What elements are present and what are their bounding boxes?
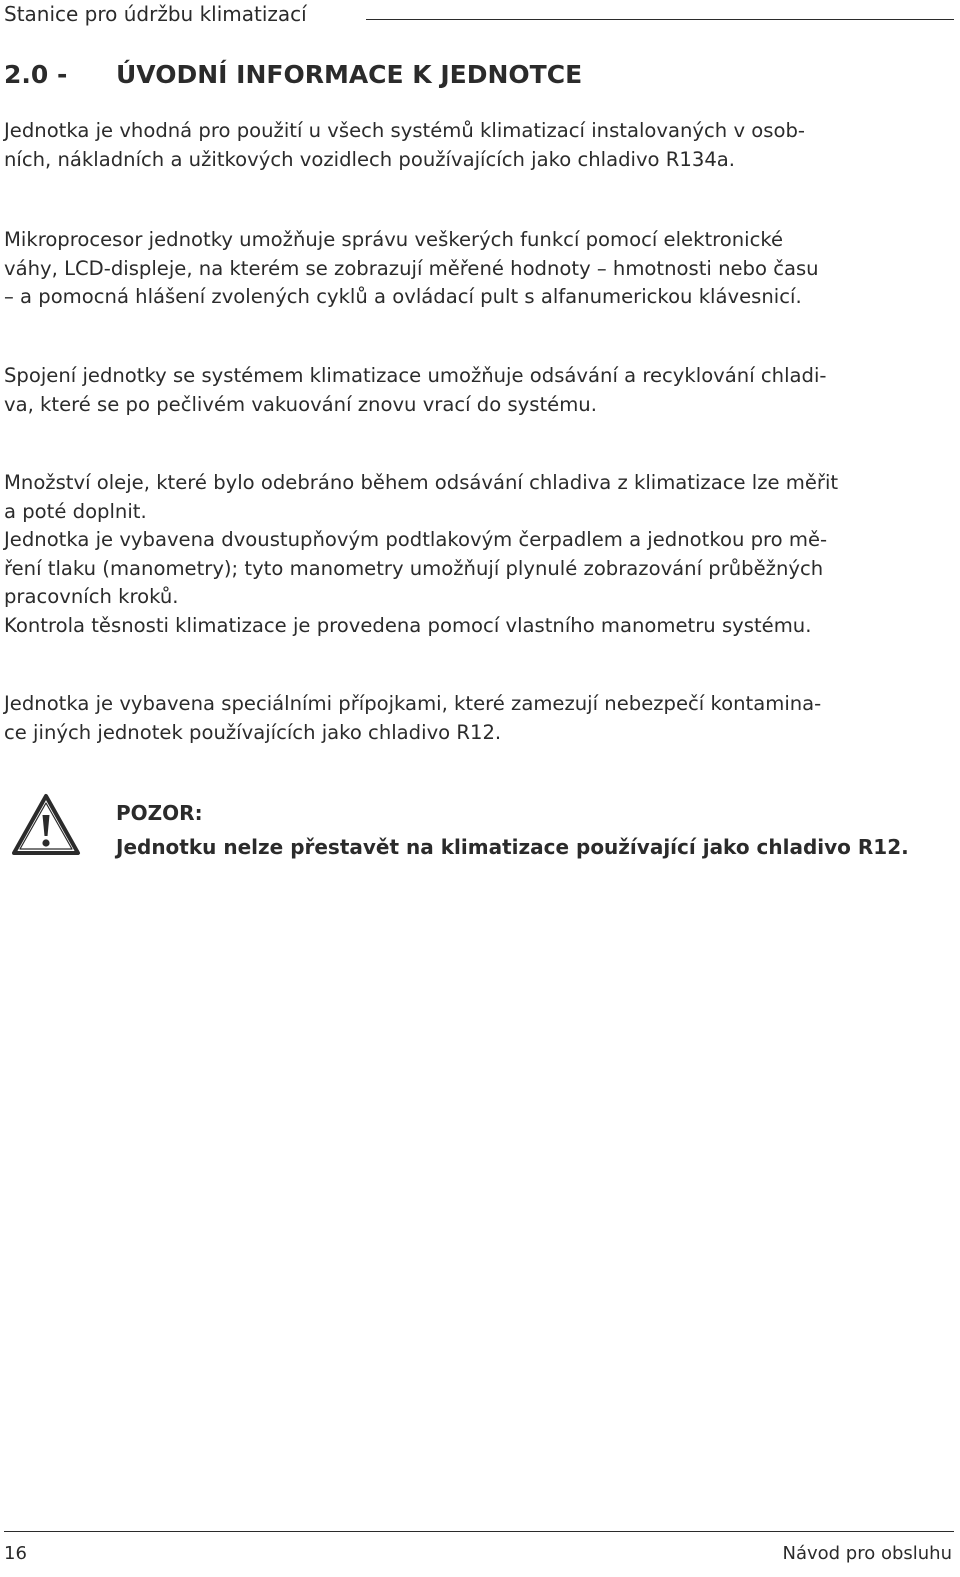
text-line: ření tlaku (manometry); tyto manometry umožňují plynulé zobrazování průběžných (4, 556, 824, 580)
footer-divider (4, 1531, 954, 1532)
text-line: váhy, LCD-displeje, na kterém se zobrazují měřené hodnoty – hmotnosti nebo času (4, 256, 819, 280)
warning-triangle-icon (11, 793, 81, 857)
header-divider (366, 19, 954, 20)
section-heading (4, 60, 582, 90)
text-line: a poté doplnit. (4, 499, 147, 523)
paragraph-connectors (4, 690, 954, 747)
warning-text: Jednotku nelze přestavět na klimatizace používající jako chladivo R12. (116, 835, 909, 859)
text-line: ních, nákladních a užitkových vozidlech používajících jako chladivo R134a. (4, 147, 736, 171)
document-name: Návod pro obsluhu (782, 1543, 952, 1564)
text-line: Kontrola těsnosti klimatizace je provedena pomocí vlastního manometru systému. (4, 613, 812, 637)
text-line: ce jiných jednotek používajících jako chladivo R12. (4, 720, 502, 744)
warning-title: POZOR: (116, 801, 203, 825)
paragraph-microprocessor (4, 226, 954, 312)
text-line: Jednotka je vhodná pro použití u všech systémů klimatizací instalovaných v osob- (4, 119, 805, 142)
text-line: Jednotka je vybavena dvoustupňovým podtlakovým čerpadlem a jednotkou pro mě- (4, 528, 828, 552)
text-line: Mikroprocesor jednotky umožňuje správu veškerých funkcí pomocí elektronické (4, 228, 784, 251)
text-line: pracovních kroků. (4, 585, 179, 609)
text-line: va, které se po pečlivém vakuování znovu vrací do systému. (4, 392, 597, 416)
paragraph-connection (4, 362, 954, 419)
text-line: Množství oleje, které bylo odebráno během odsávání chladiva z klimatizace lze měřit (4, 471, 839, 494)
header-title: Stanice pro údržbu klimatizací (4, 2, 307, 26)
text-line: Spojení jednotky se systémem klimatizace umožňuje odsávání a recyklování chladi- (4, 364, 827, 387)
text-line: Jednotka je vybavena speciálními přípojkami, které zamezují nebezpečí kontamina- (4, 692, 822, 715)
section-title: ÚVODNÍ INFORMACE K JEDNOTCE (116, 60, 583, 89)
paragraph-oil (4, 469, 954, 641)
text-line: – a pomocná hlášení zvolených cyklů a ovládací pult s alfanumerickou klávesnicí. (4, 285, 802, 309)
section-number: 2.0 - (4, 60, 68, 89)
page-number: 16 (4, 1543, 27, 1564)
paragraph-intro (4, 117, 954, 174)
